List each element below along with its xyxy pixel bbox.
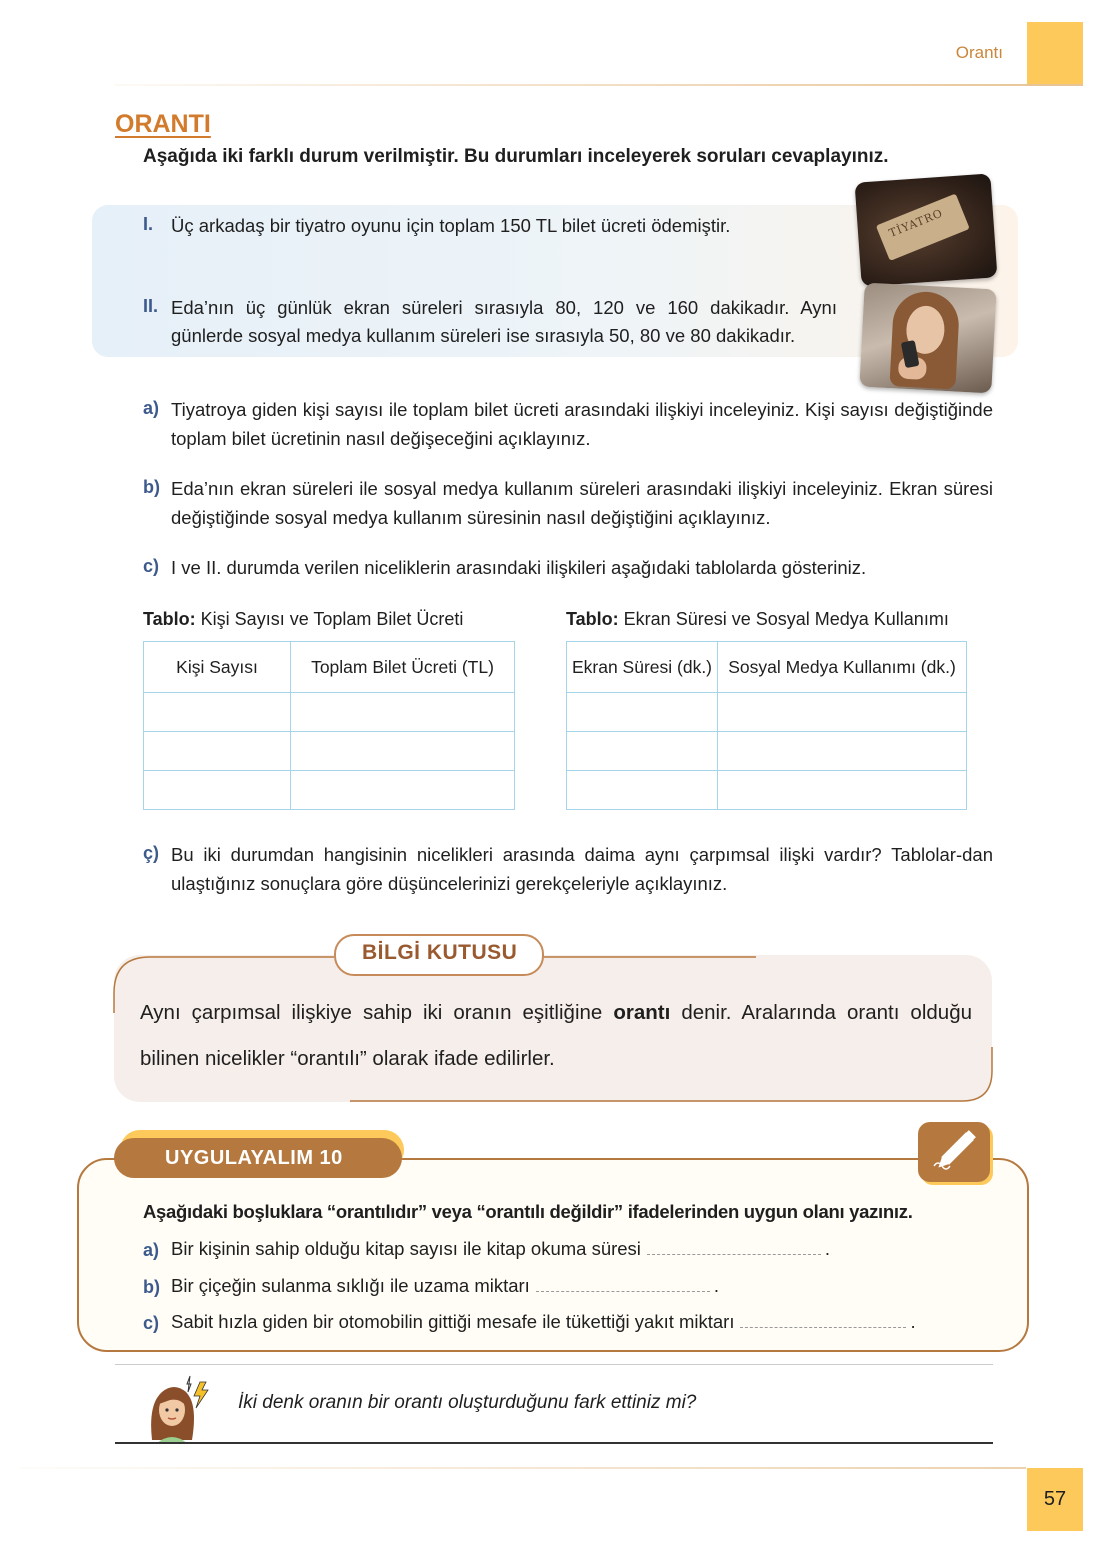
table-caption-prefix: Tablo: xyxy=(566,609,619,629)
practice-item-text: Bir çiçeğin sulanma sıklığı ile uzama miktarı xyxy=(171,1275,530,1296)
practice-intro: Aşağıdaki boşluklara “orantılıdır” veya “orantılı değildir” ifadelerinden uygun olanı yazınız. xyxy=(143,1201,913,1222)
situation-number: I. xyxy=(143,214,154,234)
table-caption-prefix: Tablo: xyxy=(143,609,196,629)
question-text: Tiyatroya giden kişi sayısı ile toplam bilet ücreti arasındaki ilişkiyi inceleyiniz. Kişi sayısı değiştiğinde toplam bilet ücretinin nasıl değişeceğini açıklayınız. xyxy=(171,399,993,449)
table-cell[interactable] xyxy=(144,732,291,771)
pencil-icon xyxy=(918,1122,990,1182)
practice-item-end: . xyxy=(713,1275,719,1296)
tip-text: İki denk oranın bir orantı oluşturduğunu fark ettiniz mi? xyxy=(238,1392,697,1413)
practice-item xyxy=(171,1238,830,1260)
header-divider xyxy=(115,84,1083,86)
table-cell[interactable] xyxy=(567,771,718,810)
question-letter: b) xyxy=(143,477,160,497)
table-cell[interactable] xyxy=(291,732,515,771)
practice-item-text: Sabit hızla giden bir otomobilin gittiği mesafe ile tükettiği yakıt miktarı xyxy=(171,1311,735,1332)
answer-blank[interactable] xyxy=(536,1277,710,1292)
table-cell[interactable] xyxy=(144,771,291,810)
table-cell[interactable] xyxy=(291,771,515,810)
question-letter: a) xyxy=(143,398,160,418)
people-ticket-table xyxy=(143,641,515,810)
table-caption-text: Kişi Sayısı ve Toplam Bilet Ücreti xyxy=(200,609,464,629)
table-header: Sosyal Medya Kullanımı (dk.) xyxy=(718,642,967,693)
question-letter: c) xyxy=(143,556,160,576)
answer-blank[interactable] xyxy=(740,1313,906,1328)
question-letter: ç) xyxy=(143,843,160,863)
practice-item xyxy=(171,1275,719,1297)
table-cell[interactable] xyxy=(567,732,718,771)
situation-text: Üç arkadaş bir tiyatro oyunu için toplam 150 TL bilet ücreti ödemiştir. xyxy=(171,215,731,236)
table-caption xyxy=(143,609,463,630)
practice-title: UYGULAYALIM 10 xyxy=(165,1147,343,1169)
page-number: 57 xyxy=(1043,1488,1067,1510)
practice-item xyxy=(171,1311,916,1333)
ticket-text: TİYATRO xyxy=(887,206,945,240)
practice-item-end: . xyxy=(824,1238,831,1259)
thinking-girl-icon xyxy=(140,1374,220,1444)
situation-number: II. xyxy=(143,296,159,316)
answer-blank[interactable] xyxy=(647,1240,821,1255)
info-text-bold: orantı xyxy=(613,1001,671,1024)
table-cell[interactable] xyxy=(567,693,718,732)
table-cell[interactable] xyxy=(718,732,967,771)
question-text: Bu iki durumdan hangisinin nicelikleri arasında daima aynı çarpımsal ilişki vardır? Tablolar-dan ulaştığınız sonuçlara göre düşüncelerinizi gerekçeleriyle açıklayınız. xyxy=(171,844,993,894)
info-box-title: BİLGİ KUTUSU xyxy=(362,941,518,964)
practice-letter: b) xyxy=(143,1277,160,1297)
theater-ticket-photo xyxy=(855,173,998,286)
header-tab xyxy=(1027,22,1083,86)
info-box-text xyxy=(140,990,972,1082)
question-text: Eda’nın ekran süreleri ile sosyal medya kullanım süreleri arasındaki ilişkiyi inceleyiniz. Ekran süresi değiştiğinde sosyal medya kullanım süresinin nasıl değiştiğini açıklayınız. xyxy=(171,478,993,528)
page-title: ORANTI xyxy=(115,110,211,138)
footer-divider xyxy=(20,1467,1026,1469)
question-text: I ve II. durumda verilen niceliklerin arasındaki ilişkileri aşağıdaki tablolarda gösteriniz. xyxy=(171,557,867,578)
table-cell[interactable] xyxy=(718,771,967,810)
tip-bottom-divider xyxy=(115,1442,993,1444)
table-cell[interactable] xyxy=(291,693,515,732)
practice-letter: c) xyxy=(143,1313,160,1333)
table-header: Toplam Bilet Ücreti (TL) xyxy=(291,642,515,693)
table-caption-text: Ekran Süresi ve Sosyal Medya Kullanımı xyxy=(623,609,949,629)
practice-item-end: . xyxy=(910,1311,916,1332)
intro-text: Aşağıda iki farklı durum verilmiştir. Bu durumları inceleyerek soruları cevaplayınız. xyxy=(143,146,889,167)
situation-text: Eda’nın üç günlük ekran süreleri sırasıyla 80, 120 ve 160 dakikadır. Aynı günlerde sosyal medya kullanım süreleri ise sırasıyla 50, 80 ve 80 dakikadır. xyxy=(171,297,837,346)
table-header: Kişi Sayısı xyxy=(144,642,291,693)
tip-top-divider xyxy=(115,1364,993,1365)
info-text-part: denir. Aralarında orantı olduğu bilinen nicelikler “orantılı” olarak ifade edilirler. xyxy=(140,1001,972,1070)
table-caption xyxy=(566,609,949,630)
table-cell[interactable] xyxy=(718,693,967,732)
table-cell[interactable] xyxy=(144,693,291,732)
screen-social-table xyxy=(566,641,967,810)
girl-with-phone-photo xyxy=(859,283,996,394)
table-header: Ekran Süresi (dk.) xyxy=(567,642,718,693)
section-label: Orantı xyxy=(955,43,1003,62)
practice-letter: a) xyxy=(143,1240,160,1260)
info-text-part: Aynı çarpımsal ilişkiye sahip iki oranın eşitliğine xyxy=(140,1001,614,1024)
practice-item-text: Bir kişinin sahip olduğu kitap sayısı ile kitap okuma süresi xyxy=(171,1238,641,1259)
